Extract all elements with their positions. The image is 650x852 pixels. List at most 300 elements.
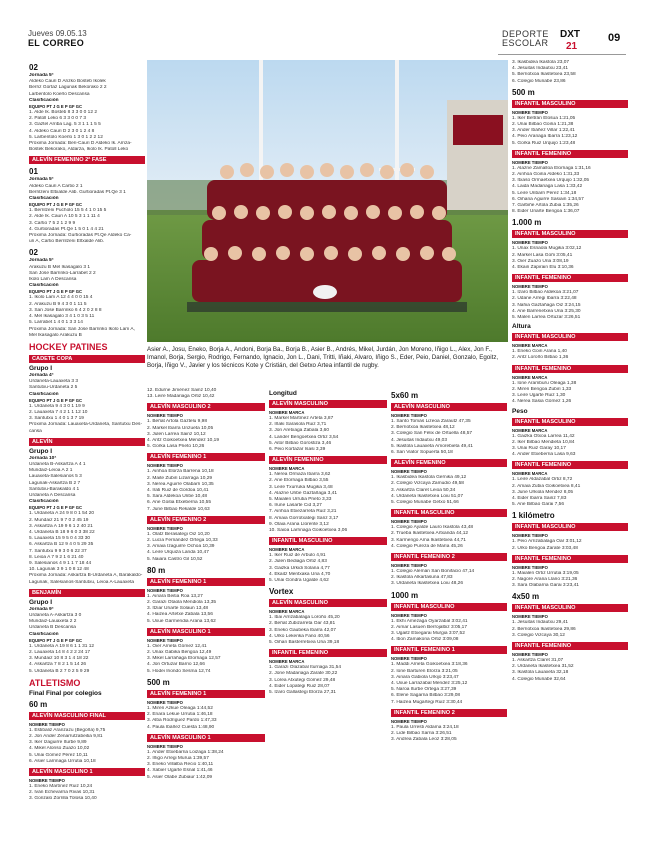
result-line: 3. Alba Rodríguez Pardo 1:47,33 [147, 718, 217, 724]
header-divider [498, 54, 626, 55]
result-line: 3. Santutxu 1 4 0 1 3 7 19 [29, 416, 84, 422]
section-bar: INFANTIL MASCULINO [391, 603, 507, 611]
table-header: NOMBRE TIEMPO [512, 651, 548, 657]
result-line: 2. Garazi Otaola Mendiola 13,35 [147, 600, 217, 606]
result-line: 2. Arakuzu B 9 4 3 0 1 11 5 [29, 301, 87, 307]
section-bar: INFANTIL MASCULINO [512, 333, 628, 341]
result-line: Jornada 5ª [29, 177, 54, 183]
result-line: Urdaneta A Descansa [29, 492, 76, 498]
result-line: 3. Itxaso Ormaetxea Urquijo 1:32,05 [512, 178, 590, 184]
result-line: 3. Askartza A 19 9 6 1 2 40 21 [29, 523, 93, 529]
result-line: 3. Jon Aretxaga Zabala 3,60 [269, 428, 330, 434]
result-line: 1. Berrilzeni Pucholo 15 5 4 1 0 15 5 [29, 208, 107, 214]
result-line: Lagunak-Askartza B 2 7 [29, 480, 81, 486]
result-line: 1. Paula Urresti Aldama 3:24,18 [391, 724, 459, 730]
result-line: 6. Askartza B 12 9 4 0 5 29 35 [29, 542, 94, 548]
result-line: 4. Urdaneta B 18 9 6 0 3 38 22 [29, 529, 95, 535]
event-heading: 01 [29, 167, 38, 177]
result-line: 1. Jesuitas Indautxu 29,41 [512, 620, 569, 626]
result-line: 3. Gonzalo Zorrilla Tolosa 10,40 [29, 796, 97, 802]
result-line: 3. Colegio San Félix de Ortuella 48,57 [391, 431, 473, 437]
result-line: Larbentolo Koerlo Descansa [29, 91, 90, 97]
result-line: Clasificación [29, 631, 59, 637]
result-line: Bostek Bekorako, Aldarza, Ikolo Ik. Patoll Leko [29, 147, 129, 153]
result-line: Próxima Jornada: Lauaxeta-Urdaneta, Santutxu Des- [29, 422, 143, 428]
result-line: 7. Haizea Mugartegi Ruiz 3:30,44 [391, 699, 463, 705]
result-line: 13. Leire Madariaga Ortiz 10,42 [147, 394, 215, 400]
result-line: 4. Irati Ruiz de Gordoa 10,41 [147, 488, 209, 494]
result-line: 5. Naiara Castro Gil 10,52 [147, 556, 203, 562]
result-line: 2. Lauaxeta 14 8 4 2 2 24 17 [29, 650, 91, 656]
section-bar: INFANTIL FEMENINO [512, 642, 628, 650]
result-line: 4. Peio Aranaga Ibarra 1:23,12 [512, 134, 578, 140]
result-line: 3. Oier Zuazo Uria 3:08,19 [512, 258, 569, 264]
result-line: 5. Unai Gondra Ugalde 4,62 [269, 578, 329, 584]
result-line: Jornada 9ª [29, 606, 54, 612]
result-line: 5. Berriotxoa Ikastetxea 23,58 [512, 72, 576, 78]
result-line: 3. San Jose Barrinko 6 4 2 0 2 8 8 [29, 307, 102, 313]
result-line: 2. Colegio Vizcaya Zamudio 49,58 [391, 481, 464, 487]
result-line: 7. Ainhoa Etxezarreta Ruiz 3,21 [269, 509, 337, 515]
result-line: 2. Berriotxoa Ikastetxea 48,12 [391, 425, 455, 431]
result-line: Próxima Jornada: Askartza B-Urdaneta A, Barakaldo- [29, 573, 143, 579]
table-header: NOMBRE TIEMPO [512, 159, 548, 165]
section-bar: INFANTIL FEMENINO [512, 365, 628, 373]
result-line: 2. Aritz Loroño Bilbao 1,36 [512, 355, 569, 361]
section-bar: INFANTIL FEMENINO [512, 461, 628, 469]
table-header: NOMBRE TIEMPO [391, 656, 427, 662]
result-line: 6. Elene Sagarna Bilbao 3:29,08 [391, 693, 461, 699]
result-line: 8. Amaia Gorrotxategi Sanz 3,17 [269, 515, 339, 521]
result-line: 5. Gorka Lasa Prieto 10,26 [147, 444, 205, 450]
result-line: 5. Izaro Gallastegi Elorza 27,31 [269, 690, 336, 696]
event-heading: 80 m [147, 565, 166, 575]
table-header: NOMBRE TIEMPO [391, 612, 427, 618]
result-line: Ikolo Lam A Descansa [29, 277, 77, 283]
result-line: 4. Ane Barrenetxea Uria 3:25,30 [512, 308, 581, 314]
result-line: 1. Iker Ruiz de Arbulo 4,91 [269, 553, 326, 559]
result-line: 2. Amaia Zubia Goikoetxea 8,41 [512, 483, 581, 489]
result-line: 3. Colegio Vizcaya 30,12 [512, 632, 565, 638]
result-line: 1. Leire Aldazabal Ortiz 8,72 [512, 477, 573, 483]
result-line: 2. Iñaki Sarasola Ruiz 3,71 [269, 422, 327, 428]
result-line: 1. Maddi Arrieta Goikoetxea 3:18,36 [391, 662, 468, 668]
event-heading: 4x50 m [512, 592, 540, 602]
section-bar: INFANTIL MASCULINO [512, 523, 628, 531]
result-line: 1. Nerea Ormaza Ibarra 3,62 [269, 472, 331, 478]
table-header: NOMBRE TIEMPO [391, 413, 427, 418]
section-bar: ALEVÍN FEMENINO [391, 459, 507, 467]
result-line: 2. Unai Bilbao Goiria 1:21,38 [512, 122, 574, 128]
result-line: 3. Andrea Zabala Leoz 3:28,05 [391, 737, 457, 743]
result-line: 4. Ibon Zamakona Ortiz 3:09,08 [391, 637, 459, 643]
result-line: 5. Leire Uribarri Pérez 1:34,18 [512, 190, 577, 196]
section-bar: INFANTIL MASCULINO [269, 537, 387, 545]
result-line: 6. Asier Larrinaga Urrutia 10,18 [29, 758, 96, 764]
result-line: 4. Xabier Ugarte Esnal 1:41,46 [147, 768, 213, 774]
section-brand-number: 21 [566, 41, 578, 52]
result-line: 1. Santo Tomás Lizeoa Zarautz 47,35 [391, 419, 471, 424]
table-header: NOMBRE TIEMPO [512, 564, 548, 570]
result-line: 6. Oihana Aguirre Sasiain 1:34,57 [512, 196, 584, 202]
result-line: 3. Leire Ugarte Ruiz 1,30 [512, 393, 566, 399]
table-header: NOMBRE TIEMPO [147, 637, 183, 643]
result-line: 3. Mikel Larrañaga Elorriaga 12,57 [147, 656, 221, 662]
table-header: NOMBRE MARCA [269, 659, 305, 665]
result-line: 4. Paula Ibáñez Cuesta 1:48,90 [147, 724, 215, 730]
result-line: 4. Haizea Artetxe Zabala 13,56 [147, 612, 213, 618]
result-line: 6. Peio Kortazar Isasi 3,39 [269, 447, 326, 453]
table-header: EQUIPO PT J G E P GF GC [29, 202, 82, 208]
section-bar: ALEVÍN FEMENINO 1 [147, 453, 265, 461]
result-line: 1. Iker Beltrán Elosua 1:21,05 [512, 115, 576, 121]
result-line: 1. Izaro Bilbao Aldekoa 3:21,07 [512, 290, 579, 296]
section-bar: ALEVÍN FEMENINO 1 [147, 578, 265, 586]
subheading: Grupo I [29, 364, 53, 372]
section-bar: ALEVÍN MASCULINO 2 [147, 403, 265, 411]
table-header: EQUIPO PT J G E P GF GC [29, 397, 82, 403]
result-line: 1. Alazne Zamalloa Elorriaga 1:31,16 [512, 165, 591, 171]
result-line: 2. Mundaiz 21 9 7 0 2 45 19 [29, 517, 89, 523]
result-line: Próxima Jornada: Gurtioradas Pt.Qe Aldeko Ca- [29, 233, 132, 239]
result-line: 1. Ainara Beitia Roa 13,27 [147, 593, 203, 599]
result-line: 2. Alde Ik. Cauri A 10 5 3 1 1 11 4 [29, 214, 100, 220]
section-bar: CADETE COPA [29, 355, 145, 363]
result-line: 3. Itziar Uriarte Solaun 13,48 [147, 606, 209, 612]
table-header: NOMBRE MARCA [269, 410, 305, 415]
result-line: Aldeko Cauri A Cartio 2 1 [29, 183, 83, 189]
result-line: 4. Eider Lopategi Ruiz 28,07 [269, 683, 330, 689]
issue-date: Jueves 09.05.13 [28, 29, 87, 38]
result-line: 3. June Urkiola Mendez 8,05 [512, 489, 574, 495]
result-line: 1. Peio Arrizabalaga Oar 3:01,12 [512, 539, 582, 545]
result-line: 3. Julen Larrea Sainz 10,12 [147, 431, 206, 437]
result-line: Santutxu-Barakaldo 4 1 [29, 486, 80, 492]
result-line: Mel Ikasagalo Arakuzu B [29, 332, 82, 338]
result-line: 2. Trueba Ikastetxea Artxanda 44,12 [391, 531, 469, 537]
result-line: 3. Nerea Aguirre Olabarri 10,35 [147, 481, 214, 487]
result-line: 4. Jesuitas Indautxu 23,41 [512, 66, 569, 72]
result-line: 3. Gaztel Arriba Lag. 5 3 1 1 1 5 5 [29, 122, 101, 128]
result-line: Clasificación [29, 391, 59, 397]
result-line: Clasificación [29, 283, 59, 289]
section-bar: INFANTIL FEMENINO 2 [391, 709, 507, 717]
page-header [0, 0, 650, 60]
result-line: 1. Askartza Claret 31,07 [512, 657, 564, 663]
subheading: Altura [512, 323, 531, 331]
result-line: 4. Eider Ibarra Sainz 7,83 [512, 495, 567, 501]
event-heading: 500 m [147, 677, 170, 687]
result-line: 4. Colegio Munabe 32,64 [512, 676, 566, 682]
result-line: 1. Oier Arrieta Gómez 12,41 [147, 643, 207, 649]
column-2 [147, 388, 265, 781]
result-line: 4. Ander Etxeberria Lasa 9,63 [512, 452, 576, 458]
result-line: 2. Lauaxeta 7 4 2 1 1 12 10 [29, 409, 88, 415]
table-header: NOMBRE MARCA [512, 343, 548, 349]
table-header: NOMBRE MARCA [269, 547, 305, 553]
result-line: 2. Markel Ibarra Unzueta 10,05 [147, 425, 214, 431]
result-line: 4. Jon Ortuzar Barrio 12,66 [147, 662, 205, 668]
result-line: 2. Maite Zubiri Lizarraga 10,29 [147, 475, 213, 481]
result-line: Clasificación [29, 196, 59, 202]
result-line: 2. Enara Lekue Urrutia 1:46,18 [147, 712, 213, 718]
result-line: 6. Irune Lasarte Cid 3,27 [269, 503, 322, 509]
result-line: 4. Mel Ikasagalo 3 4 1 0 3 5 11 [29, 314, 95, 320]
result-line: 2. Urdaneta Ikastetxea 31,52 [512, 664, 574, 670]
result-line: 3. Nahia Gaztañaga Oiz 3:24,15 [512, 302, 581, 308]
result-line: 3. Karmengo Ama Ikastetxea 44,71 [391, 537, 466, 543]
result-line: 2. Iñigo Arregi Murua 1:39,57 [147, 755, 209, 761]
result-line: 4. Gurtioradas Pt.Qe 1 5 0 1 4 4 21 [29, 226, 104, 232]
section-bar: INFANTIL MASCULINO [391, 509, 507, 517]
result-line: 2. Ainhoa Goiria Aldeko 1:31,33 [512, 172, 580, 178]
section-bar: ALEVÍN MASCULINO [391, 403, 507, 411]
result-line: 1. Alde Ik. Bosteb 8 3 3 0 0 12 2 [29, 110, 98, 116]
subheading: Final Final por colegios [29, 689, 102, 697]
table-header: NOMBRE TIEMPO [512, 284, 548, 290]
table-header: NOMBRE TIEMPO [147, 743, 183, 749]
result-line: 2. Jone Madariaga Zarate 30,22 [269, 671, 338, 677]
page-number: 09 [608, 32, 621, 44]
result-line: 4. Urko Lekerika Fano 40,56 [269, 633, 330, 639]
result-line: 1. Eneko Goiri Arana 1,40 [512, 349, 567, 355]
table-header: EQUIPO PT J G E P GF GC [29, 104, 82, 110]
result-line: 2. Ane Elorriaga Bilbao 3,55 [269, 478, 329, 484]
table-header: NOMBRE TIEMPO [391, 718, 427, 724]
result-line: 2. Lucía Fernández Ortega 10,33 [147, 538, 218, 544]
result-line: 3. Iker Izaguirre Iturbe 9,89 [29, 740, 87, 746]
result-line: 6. Colegio Munabe 23,86 [512, 78, 566, 84]
result-line: 2. Julen Bediaga Ortiz 4,83 [269, 559, 327, 565]
result-line: 3. Lorea Atxutegi Gómez 29,48 [269, 677, 336, 683]
result-line: San Jose Barrinko-Larrabet 2 2 [29, 270, 96, 276]
result-line: 3. Unai Ruiz Garay 10,17 [512, 445, 566, 451]
photo-caption: Asier A., Josu, Eneko, Borja A., Andoni, Borja Ba., Borja B., Asier B., Andrés, Mikel, Jurdán, Jon Moreno, Iñigo L., Alex, Jon F., Imanol, Borja, Sergio, Rodrigo, Fernando, Ignacio, Jon L., Dani, Tritti, Iñaki, Alvaro, Iñigo S., Eder, Peio, Daniel, Gonzalo, Egoitz, Borja, Iñigo V., Javier y los técnicos Kote y Cristián, del Getxo Artea infantil de rugby. [147, 346, 499, 369]
result-line: 2. Ione Barturen Elorza 3:21,05 [391, 668, 458, 674]
result-line: Clasificación [29, 499, 59, 505]
result-line: 5. Ikastola Lauaxeta Amorebieta 49,41 [391, 443, 473, 449]
table-header: NOMBRE TIEMPO [147, 699, 183, 705]
result-line: 3. Ainara Gabiola Urkijo 3:23,47 [391, 674, 459, 680]
result-line: 5. Urdaneta B 2 7 0 2 5 9 29 [29, 668, 90, 674]
section-bar: ALEVÍN MASCULINO 1 [147, 628, 265, 636]
result-line: Arakuzu B Mel Ikasagalo 3 1 [29, 264, 91, 270]
result-line: 7. Garbiñe Artola Zubia 1:35,26 [512, 203, 579, 209]
event-heading: 60 m [29, 699, 48, 709]
result-line: 1. Olatz Berasategi Oiz 10,20 [147, 531, 210, 537]
result-line: 4. Askartza 7 8 2 1 5 14 26 [29, 662, 87, 668]
result-line: Urdaneta A-Askartza 3 0 [29, 613, 82, 618]
result-line: 2. Markel Lasa Goñi 3:05,41 [512, 252, 573, 258]
table-header: NOMBRE TIEMPO [147, 525, 183, 531]
section-bar: INFANTIL FEMENINO [512, 150, 628, 158]
result-line: 2. Nagore Arana Llano 3:21,36 [512, 576, 578, 582]
result-line: 5. Aitor Bilbao Gorostiza 3,46 [269, 440, 332, 446]
result-line: 6. San Viator Sopuerta 50,18 [391, 450, 453, 456]
result-line: 9. Salesianos 4 9 1 1 7 18 44 [29, 560, 92, 566]
event-heading: 500 m [512, 87, 535, 97]
result-line: Berriz Gortaz Lagunak Bekorako 2 2 [29, 85, 107, 91]
table-header: NOMBRE TIEMPO [29, 778, 65, 784]
result-line: 3. Urdaneta Ikastetxea Loiu 48,26 [391, 581, 464, 587]
result-line: Berrilzeni Eltxalde Alib. Gurtioradas Pt.Qe 3 1 [29, 189, 126, 195]
result-line: 5. Hodei Iriondo Sesma 12,74 [147, 668, 211, 674]
result-line: 1. Urdaneta 9 4 3 0 1 19 9 [29, 403, 85, 409]
section-name: DEPORTE ESCOLAR [502, 29, 549, 48]
result-line: 5. Gorka Ruiz Urquijo 1:23,48 [512, 140, 576, 146]
event-heading: 02 [29, 63, 38, 72]
result-line: 4. Aldeko Cauri D 2 3 0 1 2 4 8 [29, 128, 95, 134]
section-bar: ALEVÍN MASCULINO 1 [29, 768, 145, 776]
result-line: 3. Ugaitz Etxegarai Murgia 3:07,52 [391, 631, 465, 637]
result-line: 3. Ikasbidea Ikastola 23,07 [512, 60, 570, 65]
result-line: 3. Eneko Gaubeka Ibarra 42,07 [269, 627, 336, 633]
event-heading: 1 kilómetro [512, 511, 555, 521]
result-line: 3. Eneko Villalba Recio 1:40,11 [147, 762, 214, 768]
result-line: Santutxu-Urdaneta 2 5 [29, 385, 78, 391]
section-bar: INFANTIL MASCULINO [512, 230, 628, 238]
result-line: 2. Patoll Leko 6 3 3 0 0 7 3 [29, 116, 87, 122]
result-line: 2. Beñat Zubizarreta Oar 43,81 [269, 621, 336, 627]
result-line: 3. Amaia Izaguirre Ochoa 10,39 [147, 544, 215, 550]
table-header: NOMBRE TIEMPO [391, 469, 427, 475]
section-bar: ALEVÍN FEMENINO [269, 456, 387, 464]
result-line: 4. Nerea Sasia Gómez 1,26 [512, 399, 572, 405]
newspaper-name: EL CORREO [28, 38, 85, 48]
section-bar: ALEVÍN MASCULINO FINAL [29, 712, 145, 720]
section-bar: BENJAMÍN [29, 589, 145, 597]
result-line: 2. Berriotxoa Ikastetxea 29,86 [512, 626, 576, 632]
result-line: Lagunak, Salesianos-Santutxu, Leioa A-Lauaxeta [29, 579, 135, 585]
result-line: Jornada 4ª [29, 372, 54, 378]
section-bar: INFANTIL FEMENINO 1 [391, 646, 507, 654]
result-line: 1. Ekhi Amezaga Oyarzabal 3:02,41 [391, 618, 468, 624]
section-bar: ALEVÍN MASCULINO 1 [147, 734, 265, 742]
subheading: Peso [512, 407, 528, 415]
table-header: NOMBRE TIEMPO [391, 519, 427, 525]
result-line: Urdaneta-Lauaxeta 3 3 [29, 379, 79, 385]
result-line: 4. Mikel Alonso Zuazo 10,02 [29, 746, 90, 752]
result-line: 1. Ikasbidea Ikastola Gernika 49,12 [391, 475, 467, 481]
event-heading: Vortex [269, 587, 294, 597]
result-line: 1. Colegio Ayalde Lauro Ikastola 43,48 [391, 525, 474, 531]
result-line: 1. Maialen Ortiz Urrutia 3:19,05 [512, 570, 579, 576]
result-line: 1. Eneko Martínez Ruiz 10,24 [29, 784, 93, 790]
result-line: 1. Ione Aramburu Oleaga 1,38 [512, 380, 577, 386]
table-header: NOMBRE TIEMPO [512, 614, 548, 620]
section-bar: ALEVÍN FEMENINO 2 [147, 516, 265, 524]
team-photo [147, 60, 508, 342]
table-header: NOMBRE TIEMPO [147, 413, 183, 419]
result-line: 8. Leioa A 7 9 2 1 6 21 40 [29, 554, 84, 560]
result-line: 10. Lagunak 3 9 1 0 8 12 48 [29, 567, 89, 573]
rugby-team-photo-illustration [147, 60, 508, 342]
result-line: 2. Iker Bilbao Mendieta 10,84 [512, 439, 575, 445]
result-line: 2. Udane Arregi Ibarra 3:22,48 [512, 296, 577, 302]
result-line: 4. Alazne Uribe Gaztañaga 3,41 [269, 490, 338, 496]
result-line: 3. Askartza Claret Leioa 50,34 [391, 487, 456, 493]
result-line: 2. Aimar Lasuen Berrojalbiz 3:05,17 [391, 624, 467, 630]
table-header: NOMBRE MARCA [269, 466, 305, 472]
result-line: 2. Unax Gabika Bengoa 12,49 [147, 650, 212, 656]
result-line: Jornada 10ª [29, 455, 57, 461]
result-line: 5. Unai Gómez Pérez 10,11 [29, 752, 88, 758]
section-bar: INFANTIL FEMENINO 2 [391, 553, 507, 561]
result-line: cansa [29, 428, 42, 434]
result-line: 4. Ekaitz Mentxaka Uria 4,70 [269, 571, 331, 577]
table-header: NOMBRE TIEMPO [391, 563, 427, 569]
result-line: 1. Ikolo Lam A 12 4 4 0 0 15 4 [29, 295, 93, 301]
result-line: 4. Leire Urquiza Landa 10,47 [147, 550, 209, 556]
subheading: Longitud [269, 390, 297, 397]
result-line: 1. Ander Etxebarria Loizaga 1:38,24 [147, 749, 224, 755]
result-line: 2. Ikastola Alkartasuna 47,83 [391, 575, 453, 581]
table-header: EQUIPO PT J G E P GF GC [29, 637, 82, 643]
result-line: 2. Miren Bengoa Zubiri 1,33 [512, 386, 572, 392]
column-3 [269, 388, 387, 696]
section-bar: ALEVÍN FEMENINO 1 [147, 690, 265, 698]
result-line: 1. Urdaneta A 19 8 6 1 1 31 12 [29, 643, 95, 649]
result-line: 1. Ibai Arrizabalaga Loroño 45,20 [269, 615, 340, 621]
result-line: 6. Ane Goitia Etxeberria 10,55 [147, 500, 211, 506]
result-line: 12. Edurne Jiménez Sainz 10,40 [147, 388, 217, 393]
result-line: 1. Colegio Alemán San Bonifacio 47,14 [391, 569, 475, 575]
result-line: 5. Uxue Garmendia Arana 13,62 [147, 618, 216, 624]
subheading: Grupo I [29, 447, 53, 455]
section-bar: ALEVÍN FEMENINO 2ª FASE [29, 156, 145, 164]
result-line: Próxima Jornada: Beri-Cauri D Aldeko Ik. Arriza- [29, 141, 132, 147]
column-4 [391, 388, 507, 744]
result-line: Clasificación [29, 97, 59, 103]
table-header: NOMBRE MARCA [512, 471, 548, 477]
event-heading: 02 [29, 248, 38, 258]
result-line: 5. Larrabet 1 4 0 1 3 3 14 [29, 320, 83, 326]
result-line: 1. Miren Azkue Oleaga 1:44,52 [147, 705, 213, 711]
result-line: 3. Ikastola Lauaxeta 32,18 [512, 670, 569, 676]
result-line: 3. Cartio 7 5 2 1 2 9 9 [29, 220, 76, 226]
result-line: 5. Colegio Munabe Getxo 51,66 [391, 500, 459, 506]
result-line: Jornada 5ª [29, 73, 54, 78]
section-bar: INFANTIL FEMENINO [512, 274, 628, 282]
section-bar: INFANTIL FEMENINO [269, 649, 387, 657]
section-bar: INFANTIL FEMENINO [512, 555, 628, 563]
event-heading: ATLETISMO [29, 677, 81, 688]
result-line: 1. Urdaneta A 24 9 8 0 1 54 20 [29, 511, 95, 517]
result-line: 7. Santutxu 9 9 3 0 6 22 37 [29, 548, 87, 554]
result-line: 1. Garazi Olazabal Iturriaga 31,54 [269, 665, 341, 671]
result-line: 5. Maialen Urrutia Prieto 3,33 [269, 497, 332, 503]
result-line: 2. Urko Bengoa Zarate 3:03,48 [512, 545, 578, 551]
event-heading: 1000 m [391, 590, 419, 600]
table-header: NOMBRE TIEMPO [512, 240, 548, 246]
result-line: 5. Larbentolo Koerlo 1 3 0 1 2 2 12 [29, 134, 103, 140]
table-header: EQUIPO PT J G E P GF GC [29, 505, 82, 511]
result-line: 1. Estibaliz Aranzazu (Begoña) 9,75 [29, 727, 106, 733]
result-line: 5. Ane Bilbao Garai 7,56 [512, 502, 565, 508]
result-line: 4. Lander Bengoetxea Ortiz 3,54 [269, 434, 339, 440]
result-line: 4. Jesuitas Indautxu 49,03 [391, 437, 448, 443]
table-header: NOMBRE TIEMPO [147, 587, 183, 593]
table-header: NOMBRE TIEMPO [29, 721, 65, 727]
result-line: 1. Beñat Artola Gaztelu 9,98 [147, 419, 208, 425]
column-5 [512, 60, 628, 683]
result-line: Mundaiz-Leioa A 2 1 [29, 468, 73, 474]
result-line: 5. Malen Larrea Ortuzar 3:26,51 [512, 315, 581, 321]
table-header: NOMBRE TIEMPO [512, 533, 548, 539]
section-bar: INFANTIL MASCULINO [512, 100, 628, 108]
result-line: 5. Asier Olabe Zubiaur 1:42,09 [147, 774, 213, 780]
result-line: 3. Mundaiz 10 8 3 1 4 18 22 [29, 656, 89, 662]
